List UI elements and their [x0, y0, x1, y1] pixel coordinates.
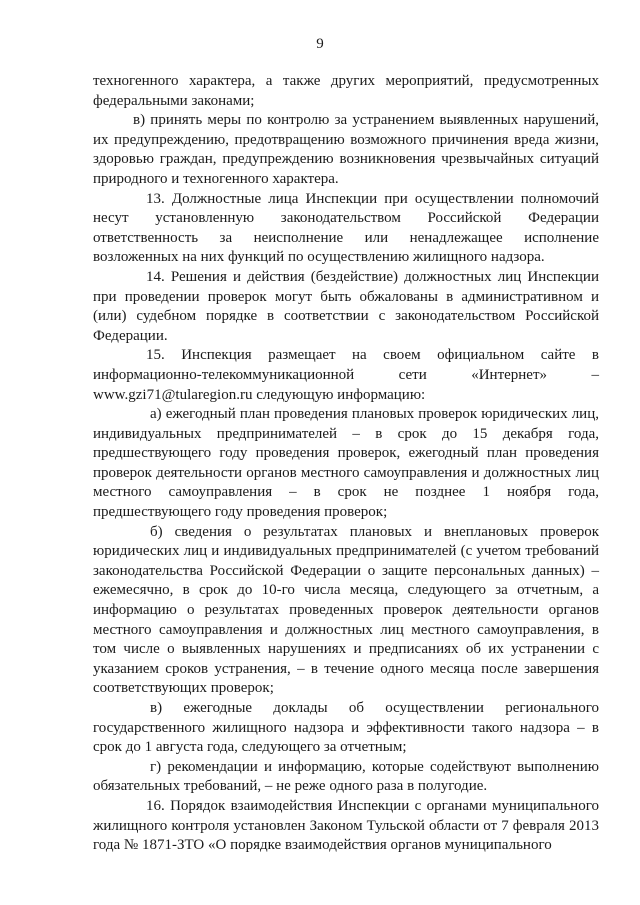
document-body [93, 72, 599, 856]
paragraph-16: 16. Порядок взаимодействия Инспекции с органами муниципального жилищного контроля установлен Законом Тульской области от 7 февраля 2013 года № 1871-ЗТО «О порядке взаимодействия органов муниципального [93, 797, 599, 854]
list-item-a: а) ежегодный план проведения плановых проверок юридических лиц, индивидуальных предпринимателей – в срок до 15 декабря года, предшествующего году проведения проверок, ежегодный план проведения проверок деятельности органов местного самоуправления и должностных лиц местного самоуправления – в срок не позднее 1 ноября года, предшествующего году проведения проверок; [93, 406, 599, 521]
page-number: 9 [316, 36, 324, 52]
paragraph-13: 13. Должностные лица Инспекции при осуществлении полномочий несут установленную законодательством Российской Федерации ответственность за неисполнение или ненадлежащее исполнение возложенных на них функций по осуществлению жилищного надзора. [93, 190, 599, 266]
list-item-v: в) принять меры по контролю за устранением выявленных нарушений, их предупреждению, предотвращению возможного причинения вреда жизни, здоровью граждан, предупреждению возникновения чрезвычайных ситуаций природного и техногенного характера. [93, 112, 599, 187]
list-item-v-reports: в) ежегодные доклады об осуществлении регионального государственного жилищного надзора и эффективности такого надзора – в срок до 1 августа года, следующего за отчетным; [93, 700, 599, 756]
paragraph-continuation: техногенного характера, а также других мероприятий, предусмотренных федеральными законами; [93, 73, 599, 109]
paragraph-14: 14. Решения и действия (бездействие) должностных лиц Инспекции при проведении проверок могут быть обжалованы в административном и (или) судебном порядке в соответствии с законодательством Российской Федерации. [93, 268, 599, 344]
paragraph-15: 15. Инспекция размещает на своем официальном сайте в информационно-телекоммуникационной сети «Интернет» – www.gzi71@tularegion.ru следующую информацию: [93, 347, 599, 403]
list-item-b: б) сведения о результатах плановых и внеплановых проверок юридических лиц и индивидуальных предпринимателей (с учетом требований законодательства Российской Федерации о защите персональных данных) – ежемесячно, в срок до 10-го числа месяца, следующего за отчетным, а информацию о результатах проведенных проверок деятельности органов местного самоуправления и должностных лиц местного самоуправления, в том числе о выявленных нарушениях и предписаниях об их устранении с указанием сроков устранения, – в течение одного месяца после завершения соответствующих проверок; [93, 523, 599, 697]
list-item-g: г) рекомендации и информацию, которые содействуют выполнению обязательных требований, – не реже одного раза в полугодие. [93, 758, 599, 795]
